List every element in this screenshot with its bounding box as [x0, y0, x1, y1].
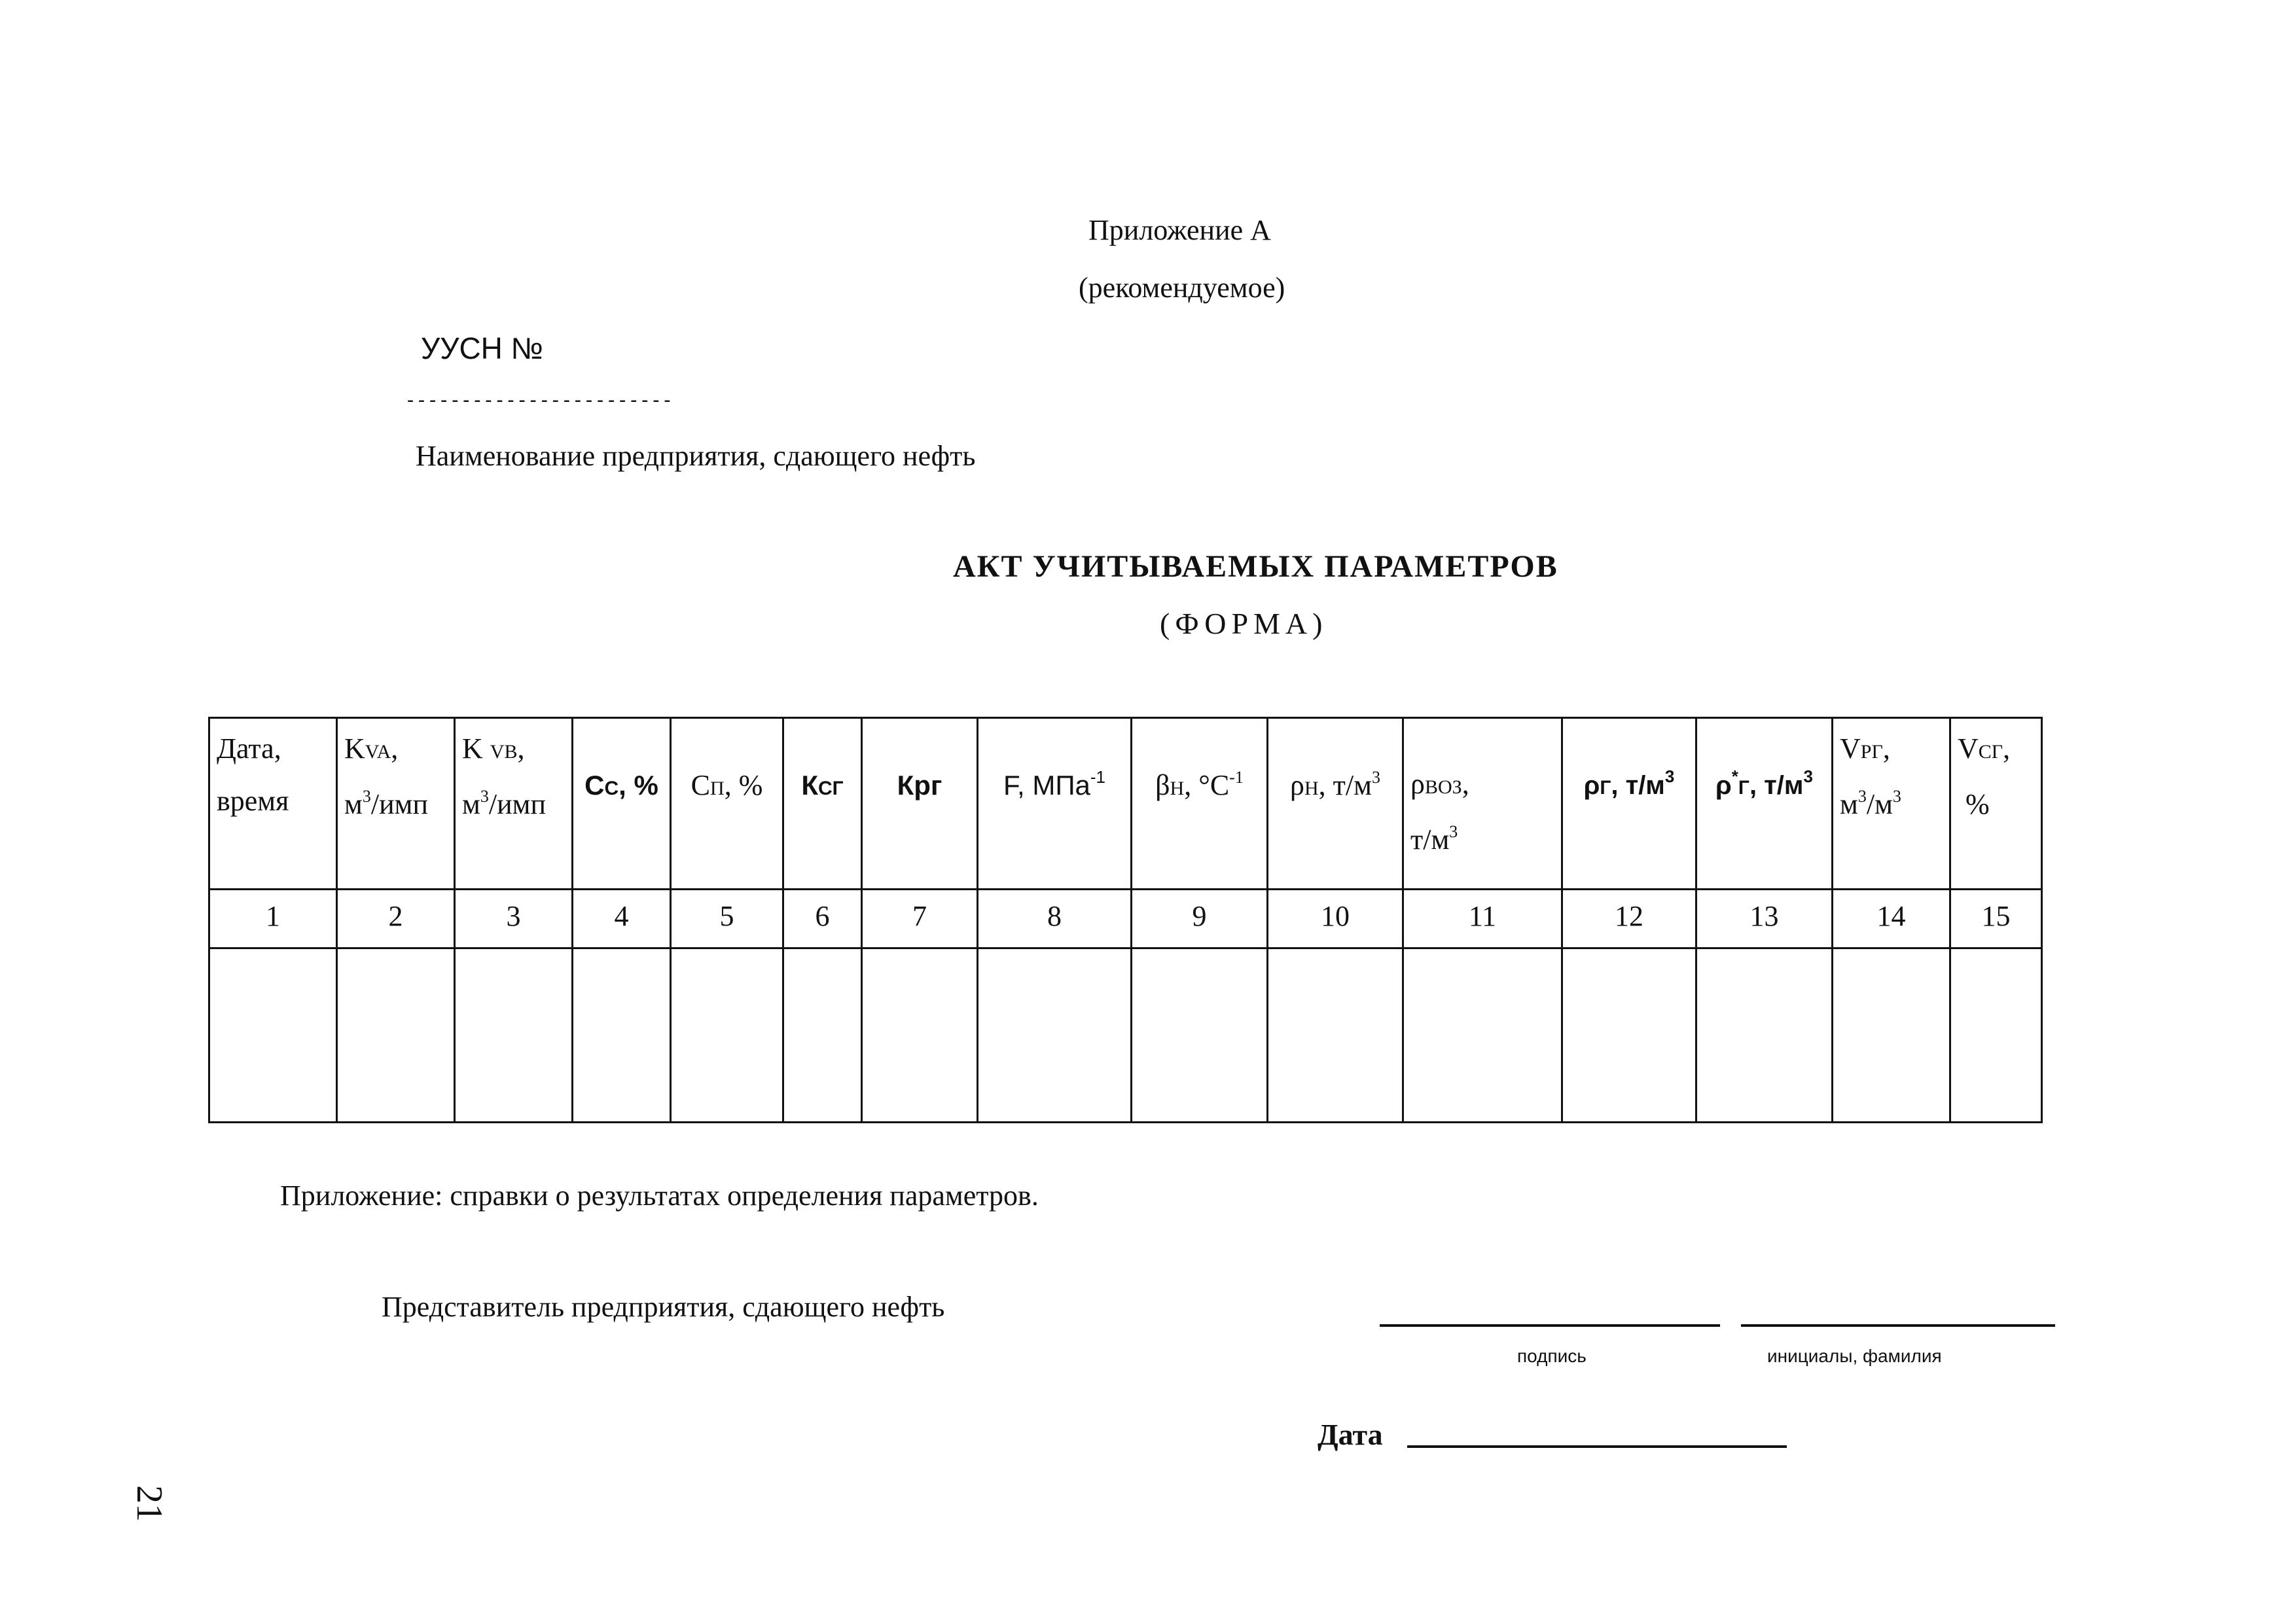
signature-line[interactable] — [1380, 1324, 1720, 1327]
header-kva-unit-sup: 3 — [362, 787, 371, 806]
column-number-5: 5 — [671, 890, 783, 948]
header-cell-date — [209, 718, 337, 890]
header-date-line2: время — [217, 785, 289, 817]
header-cell-ksg — [783, 718, 862, 890]
header-date-line1: Дата, — [217, 732, 281, 765]
name-line[interactable] — [1741, 1324, 2055, 1327]
header-f-sup: -1 — [1090, 767, 1105, 787]
header-rho-voz-main: ρ — [1410, 768, 1425, 800]
header-rho-g-star-sup: 3 — [1803, 767, 1813, 786]
act-title: АКТ УЧИТЫВАЕМЫХ ПАРАМЕТРОВ — [953, 549, 1558, 584]
header-kva-main: K — [344, 732, 365, 765]
data-cell-15[interactable] — [1950, 948, 2042, 1123]
column-number-1: 1 — [209, 890, 337, 948]
page-number: 21 — [129, 1485, 170, 1522]
header-vsg-unit: % — [1965, 788, 1990, 820]
header-f-main: F, МПа — [1003, 770, 1090, 801]
header-cc-tail: , % — [619, 770, 658, 801]
header-krg-main: Крг — [897, 770, 942, 801]
header-vrg-main: V — [1840, 732, 1861, 765]
header-vrg-sub: РГ — [1860, 741, 1883, 763]
header-vrg-unit: м — [1840, 788, 1858, 820]
header-rho-g-star-main: ρ — [1715, 771, 1732, 800]
column-number-9: 9 — [1132, 890, 1268, 948]
data-cell-2[interactable] — [337, 948, 455, 1123]
header-rho-g-sup: 3 — [1664, 767, 1675, 786]
header-rho-n-sup: 3 — [1371, 768, 1380, 787]
header-rho-g-mid: , т/м — [1611, 771, 1665, 800]
data-cell-12[interactable] — [1562, 948, 1696, 1123]
header-cell-vrg — [1833, 718, 1950, 890]
header-rho-voz-unit-sup: 3 — [1449, 822, 1458, 841]
data-cell-6[interactable] — [783, 948, 862, 1123]
header-kvb-main: K — [462, 732, 490, 765]
column-number-11: 11 — [1403, 890, 1562, 948]
column-number-8: 8 — [978, 890, 1132, 948]
header-kvb-sub: VB — [490, 741, 518, 763]
header-beta-sub: Н — [1170, 778, 1185, 799]
header-cc-sub: C — [604, 778, 619, 799]
column-number-7: 7 — [862, 890, 978, 948]
header-cell-kvb — [455, 718, 573, 890]
header-rho-g-star-mid: , т/м — [1749, 771, 1804, 800]
header-kva-unit-post: /имп — [370, 788, 429, 820]
header-vrg-unit-mid: /м — [1866, 788, 1893, 820]
header-kvb-unit-sup: 3 — [480, 787, 489, 806]
column-number-row — [209, 890, 2042, 948]
header-ksg-main: К — [801, 770, 818, 801]
data-cell-9[interactable] — [1132, 948, 1268, 1123]
header-kva-tail: , — [391, 732, 399, 765]
header-rho-g-star-star: * — [1731, 767, 1738, 786]
header-cell-rho-g-star — [1696, 718, 1833, 890]
uusn-label: УУСН № — [421, 331, 544, 365]
header-cell-rho-n — [1268, 718, 1403, 890]
header-vrg-unit-sup: 3 — [1857, 787, 1867, 806]
table-row — [209, 948, 2042, 1123]
header-cp-tail: , % — [724, 769, 763, 801]
header-rho-voz-unit: т/м — [1410, 823, 1450, 856]
header-beta-main: β — [1155, 769, 1170, 801]
header-cell-cp — [671, 718, 783, 890]
column-number-15: 15 — [1950, 890, 2042, 948]
header-cell-rho-voz — [1403, 718, 1562, 890]
header-cp-main: C — [691, 769, 711, 801]
header-rho-n-main: ρ — [1290, 769, 1304, 801]
header-rho-g-main: ρ — [1583, 771, 1600, 800]
header-cell-cc — [573, 718, 671, 890]
name-caption: инициалы, фамилия — [1767, 1346, 1942, 1366]
header-cell-beta — [1132, 718, 1268, 890]
table-header-row — [209, 718, 2042, 890]
signature-caption: подпись — [1517, 1346, 1587, 1366]
column-number-12: 12 — [1562, 890, 1696, 948]
data-cell-8[interactable] — [978, 948, 1132, 1123]
header-vrg-unit-sup2: 3 — [1892, 787, 1901, 806]
data-cell-10[interactable] — [1268, 948, 1403, 1123]
data-cell-11[interactable] — [1403, 948, 1562, 1123]
column-number-3: 3 — [455, 890, 573, 948]
column-number-10: 10 — [1268, 890, 1403, 948]
header-cell-rho-g — [1562, 718, 1696, 890]
header-cc-main: C — [584, 770, 605, 801]
header-ksg-sub: СГ — [817, 778, 844, 799]
header-kvb-unit-post: /имп — [488, 788, 547, 820]
data-cell-3[interactable] — [455, 948, 573, 1123]
data-cell-13[interactable] — [1696, 948, 1833, 1123]
act-subtitle: (ФОРМА) — [1160, 607, 1328, 640]
header-rho-n-mid: , т/м — [1318, 769, 1372, 801]
header-vsg-main: V — [1958, 732, 1979, 765]
header-vrg-tail: , — [1882, 732, 1890, 765]
column-number-13: 13 — [1696, 890, 1833, 948]
header-rho-n-sub: Н — [1304, 778, 1319, 799]
header-cp-sub: П — [710, 778, 725, 799]
header-kva-sub: VA — [365, 741, 391, 763]
date-line[interactable] — [1407, 1445, 1787, 1448]
appendix-note: (рекомендуемое) — [1079, 272, 1285, 304]
data-cell-4[interactable] — [573, 948, 671, 1123]
data-cell-5[interactable] — [671, 948, 783, 1123]
header-cell-f — [978, 718, 1132, 890]
annex-note: Приложение: справки о результатах определения параметров. — [280, 1180, 1039, 1212]
header-vsg-tail: , — [2003, 732, 2011, 765]
header-cell-krg — [862, 718, 978, 890]
header-cell-kva — [337, 718, 455, 890]
column-number-2: 2 — [337, 890, 455, 948]
header-kvb-tail: , — [517, 732, 525, 765]
header-rho-g-sub: Г — [1600, 777, 1611, 799]
header-kvb-unit: м — [462, 788, 480, 820]
header-cell-vsg — [1950, 718, 2042, 890]
column-number-14: 14 — [1833, 890, 1950, 948]
data-cell-1[interactable] — [209, 948, 337, 1123]
header-rho-g-star-sub: Г — [1738, 777, 1749, 799]
enterprise-name-label: Наименование предприятия, сдающего нефть — [416, 440, 976, 472]
header-vsg-sub: СГ — [1978, 741, 2003, 763]
appendix-title: Приложение А — [1088, 214, 1271, 246]
header-beta-mid: , °C — [1184, 769, 1230, 801]
data-cell-7[interactable] — [862, 948, 978, 1123]
uusn-number-blank[interactable]: ------------------------ — [404, 389, 673, 412]
representative-label: Представитель предприятия, сдающего нефть — [382, 1291, 945, 1323]
column-number-4: 4 — [573, 890, 671, 948]
header-rho-voz-sub: ВОЗ — [1424, 776, 1462, 798]
data-cell-14[interactable] — [1833, 948, 1950, 1123]
column-number-6: 6 — [783, 890, 862, 948]
parameters-table — [208, 717, 2043, 1123]
header-kva-unit: м — [344, 788, 363, 820]
header-beta-sup: -1 — [1229, 768, 1244, 787]
header-rho-voz-tail: , — [1462, 768, 1469, 800]
date-label: Дата — [1318, 1418, 1383, 1451]
